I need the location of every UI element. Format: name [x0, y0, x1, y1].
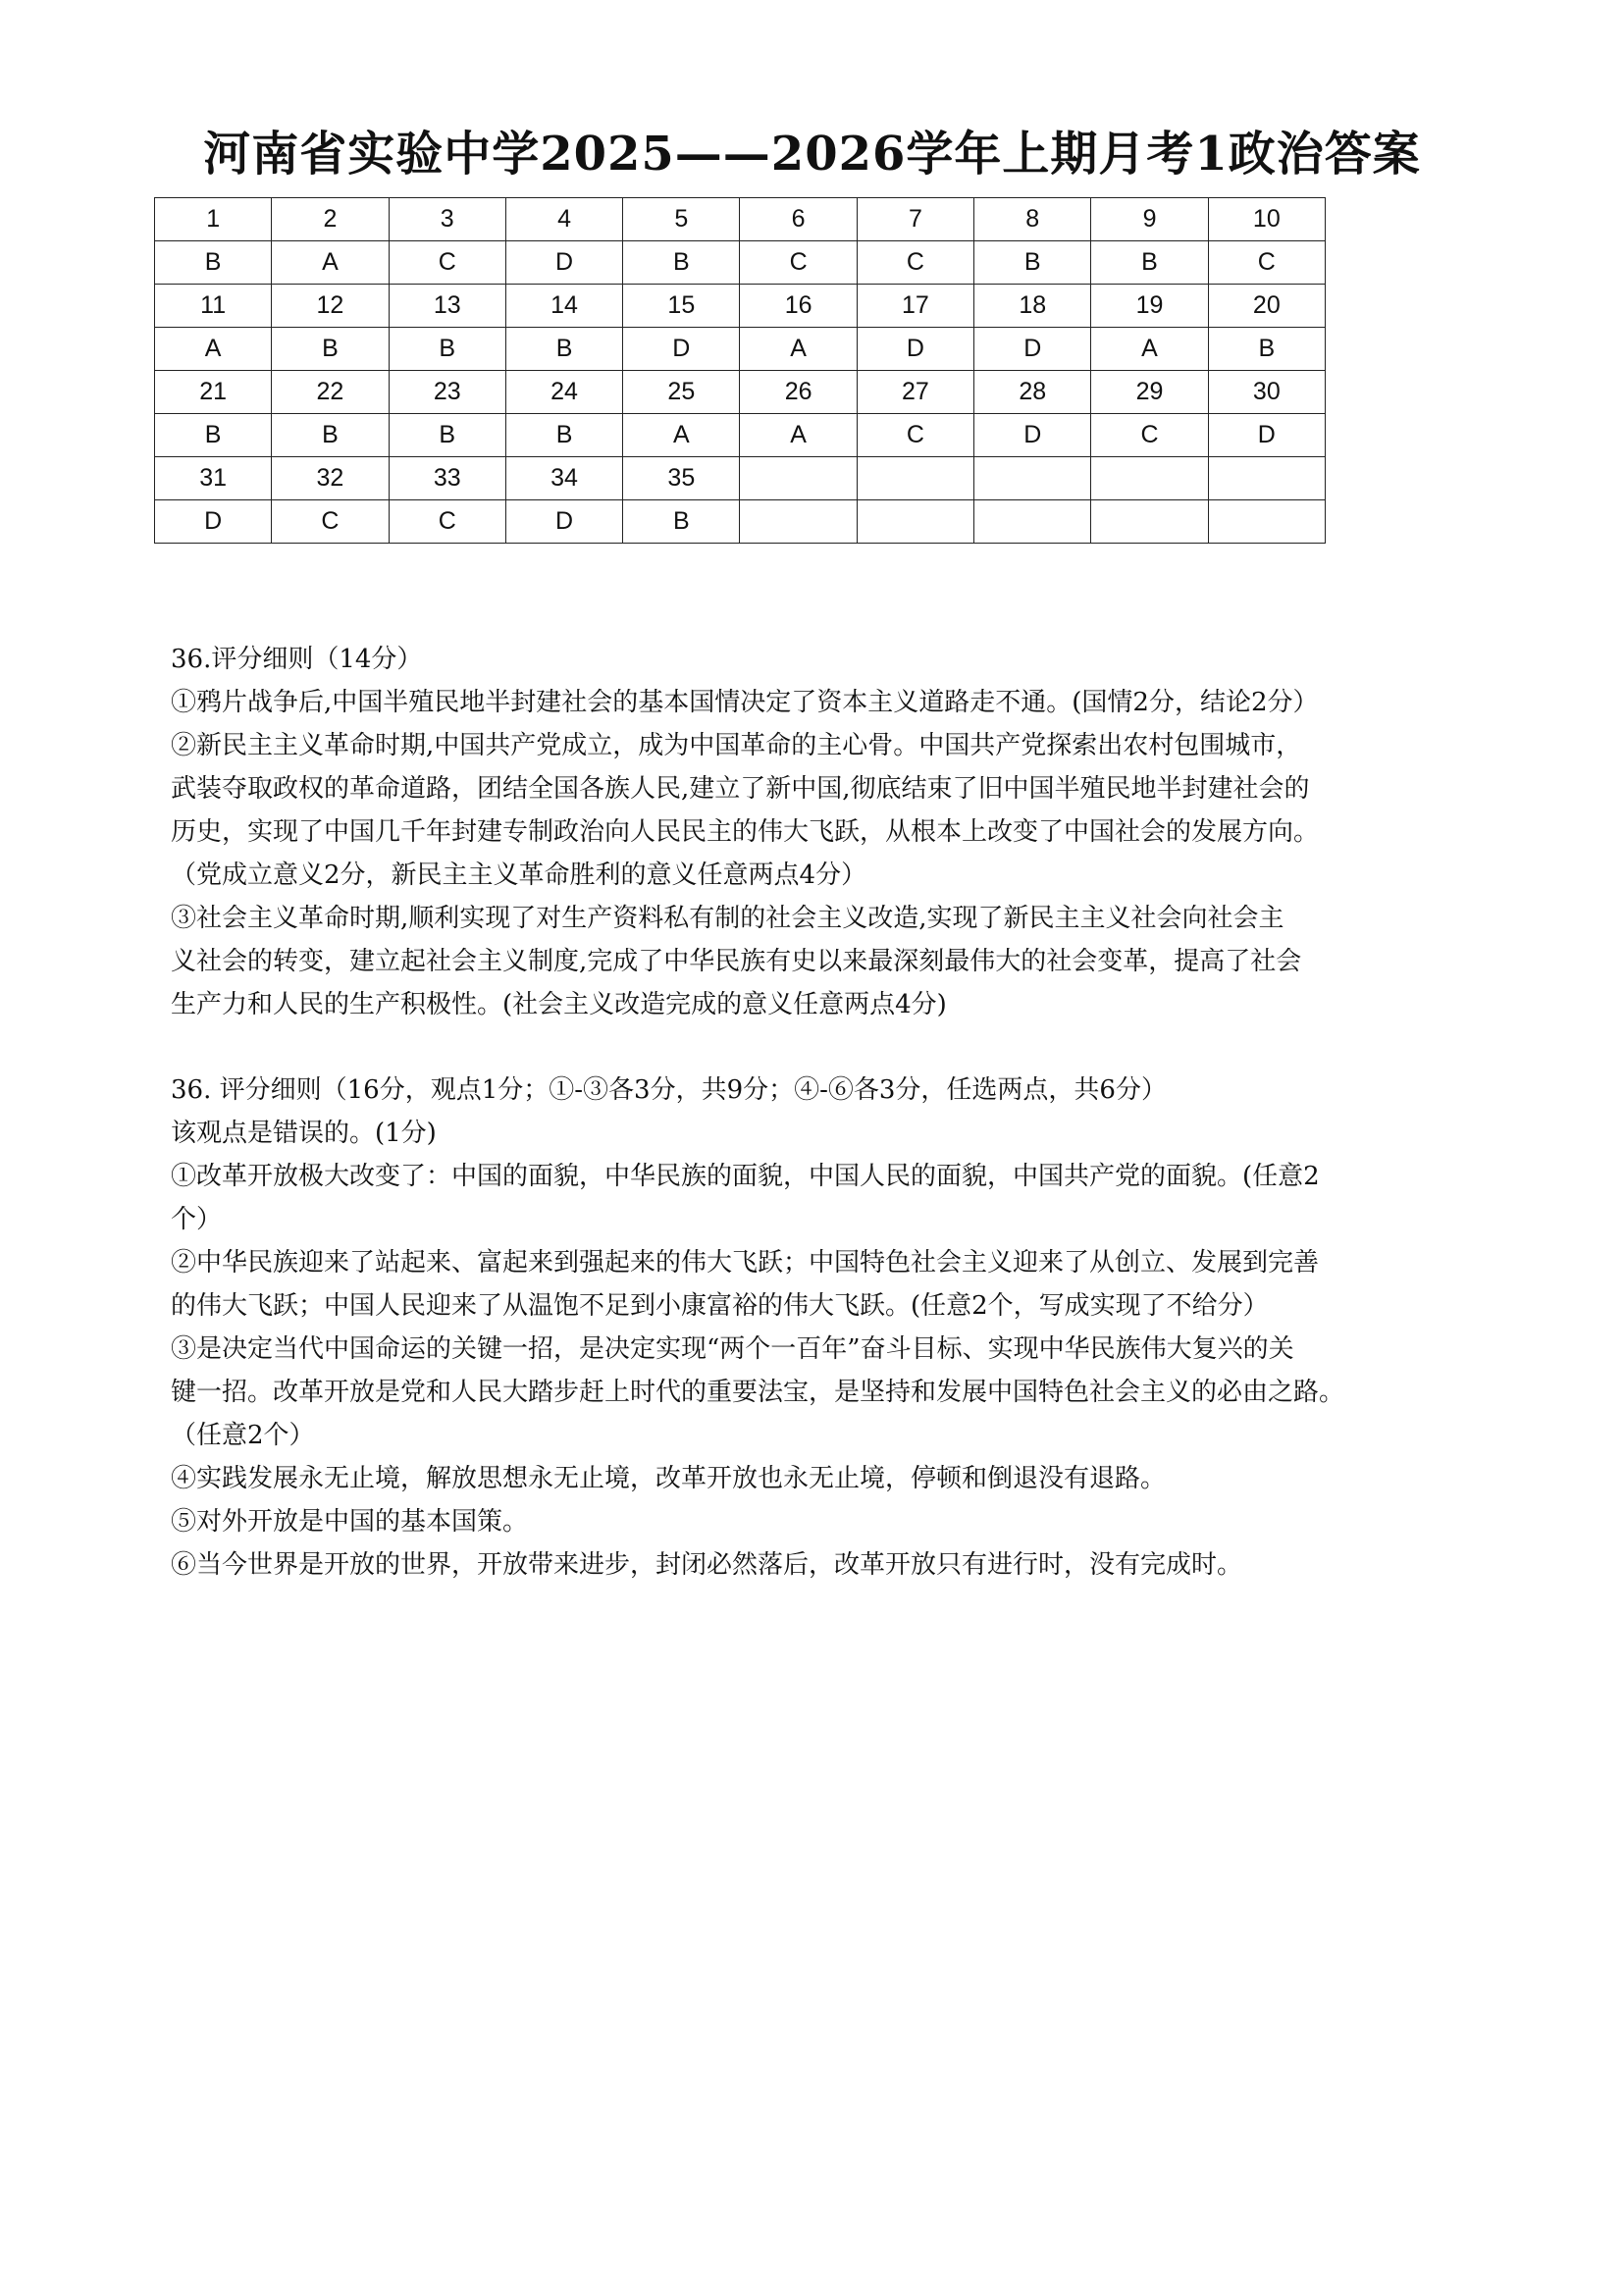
- answer-row: [155, 414, 1326, 457]
- answer-cell: C: [1091, 414, 1208, 457]
- question-number-cell: 7: [857, 198, 973, 241]
- answer-cell: B: [389, 328, 505, 371]
- question-number-cell: 20: [1208, 285, 1325, 328]
- answer-cell: [1208, 500, 1325, 544]
- answer-cell: B: [623, 241, 740, 285]
- answer-cell: C: [857, 241, 973, 285]
- question-number-cell: 14: [505, 285, 622, 328]
- question-number-cell: 34: [505, 457, 622, 500]
- answer-cell: B: [505, 328, 622, 371]
- question-number-cell: 28: [974, 371, 1091, 414]
- text-line: 生产力和人民的生产积极性。(社会主义改造完成的意义任意两点4分): [171, 990, 947, 1019]
- answer-cell: B: [155, 414, 272, 457]
- text-line: ③社会主义革命时期,顺利实现了对生产资料私有制的社会主义改造,实现了新民主主义社会向社会主: [171, 904, 1284, 933]
- answer-row: [155, 328, 1326, 371]
- text-line: 义社会的转变，建立起社会主义制度,完成了中华民族有史以来最深刻最伟大的社会变革，提高了社会: [171, 947, 1302, 976]
- answer-cell: B: [389, 414, 505, 457]
- answer-cell: C: [272, 500, 389, 544]
- text-line: ④实践发展永无止境，解放思想永无止境，改革开放也永无止境，停顿和倒退没有退路。: [171, 1464, 1167, 1493]
- question-number-cell: [857, 457, 973, 500]
- question-number-cell: 17: [857, 285, 973, 328]
- question-number-cell: 33: [389, 457, 505, 500]
- text-line: 历史，实现了中国几千年封建专制政治向人民民主的伟大飞跃，从根本上改变了中国社会的发展方向。: [171, 817, 1320, 847]
- scoring-section-2: [171, 1069, 1486, 1587]
- answer-row: [155, 500, 1326, 544]
- question-number-cell: 10: [1208, 198, 1325, 241]
- answer-cell: C: [389, 241, 505, 285]
- question-number-row: [155, 285, 1326, 328]
- question-number-cell: 2: [272, 198, 389, 241]
- text-line: 36.评分细则（14分）: [171, 645, 423, 674]
- text-line: ①改革开放极大改变了：中国的面貌，中华民族的面貌，中国人民的面貌，中国共产党的面貌。(任意2: [171, 1162, 1320, 1191]
- text-line: ⑤对外开放是中国的基本国策。: [171, 1507, 529, 1537]
- question-number-cell: 11: [155, 285, 272, 328]
- question-number-cell: 19: [1091, 285, 1208, 328]
- question-number-cell: 32: [272, 457, 389, 500]
- question-number-cell: 25: [623, 371, 740, 414]
- answer-cell: D: [623, 328, 740, 371]
- question-number-cell: 31: [155, 457, 272, 500]
- question-number-cell: 21: [155, 371, 272, 414]
- answer-cell: B: [1091, 241, 1208, 285]
- answer-cell: B: [623, 500, 740, 544]
- answer-cell: A: [623, 414, 740, 457]
- question-number-cell: 4: [505, 198, 622, 241]
- answer-cell: [857, 500, 973, 544]
- question-number-cell: [740, 457, 857, 500]
- question-number-row: [155, 198, 1326, 241]
- question-number-cell: 35: [623, 457, 740, 500]
- question-number-cell: [1208, 457, 1325, 500]
- text-line: 该观点是错误的。(1分): [171, 1119, 437, 1148]
- answer-cell: B: [505, 414, 622, 457]
- question-number-cell: 26: [740, 371, 857, 414]
- question-number-cell: 18: [974, 285, 1091, 328]
- answer-cell: B: [272, 328, 389, 371]
- answer-cell: B: [974, 241, 1091, 285]
- answer-cell: D: [974, 414, 1091, 457]
- text-line: ②中华民族迎来了站起来、富起来到强起来的伟大飞跃；中国特色社会主义迎来了从创立、发展到完善: [171, 1248, 1320, 1278]
- text-line: 的伟大飞跃；中国人民迎来了从温饱不足到小康富裕的伟大飞跃。(任意2个，写成实现了不给分）: [171, 1291, 1269, 1321]
- question-number-cell: [974, 457, 1091, 500]
- question-number-cell: 1: [155, 198, 272, 241]
- question-number-cell: 24: [505, 371, 622, 414]
- text-line: 36. 评分细则（16分，观点1分；①-③各3分，共9分；④-⑥各3分，任选两点，共6分）: [171, 1075, 1167, 1105]
- answer-cell: D: [974, 328, 1091, 371]
- question-number-cell: 3: [389, 198, 505, 241]
- text-line: ②新民主主义革命时期,中国共产党成立，成为中国革命的主心骨。中国共产党探索出农村包围城市，: [171, 731, 1302, 760]
- answer-cell: A: [740, 328, 857, 371]
- question-number-cell: 16: [740, 285, 857, 328]
- question-number-cell: 30: [1208, 371, 1325, 414]
- answer-cell: D: [155, 500, 272, 544]
- answer-cell: A: [155, 328, 272, 371]
- question-number-cell: 9: [1091, 198, 1208, 241]
- question-number-cell: 29: [1091, 371, 1208, 414]
- question-number-cell: 22: [272, 371, 389, 414]
- question-number-row: [155, 457, 1326, 500]
- question-number-cell: [1091, 457, 1208, 500]
- answer-cell: B: [1208, 328, 1325, 371]
- answer-cell: C: [857, 414, 973, 457]
- question-number-cell: 23: [389, 371, 505, 414]
- answer-cell: [1091, 500, 1208, 544]
- question-number-cell: 6: [740, 198, 857, 241]
- text-line: ⑥当今世界是开放的世界，开放带来进步，封闭必然落后，改革开放只有进行时，没有完成时。: [171, 1550, 1243, 1580]
- answer-cell: B: [272, 414, 389, 457]
- text-line: 武装夺取政权的革命道路，团结全国各族人民,建立了新中国,彻底结束了旧中国半殖民地半封建社会的: [171, 774, 1310, 804]
- answer-cell: C: [1208, 241, 1325, 285]
- text-line: （任意2个）: [171, 1421, 315, 1450]
- answer-cell: D: [505, 500, 622, 544]
- question-number-cell: 8: [974, 198, 1091, 241]
- text-line: ①鸦片战争后,中国半殖民地半封建社会的基本国情决定了资本主义道路走不通。(国情2分，结论2分）: [171, 688, 1319, 717]
- text-line: ③是决定当代中国命运的关键一招，是决定实现“两个一百年”奋斗目标、实现中华民族伟大复兴的关: [171, 1334, 1294, 1364]
- question-number-cell: 27: [857, 371, 973, 414]
- answer-cell: D: [1208, 414, 1325, 457]
- question-number-cell: 15: [623, 285, 740, 328]
- question-number-cell: 5: [623, 198, 740, 241]
- text-line: 个）: [171, 1205, 223, 1234]
- text-line: （党成立意义2分，新民主主义革命胜利的意义任意两点4分）: [171, 861, 867, 890]
- answer-cell: B: [155, 241, 272, 285]
- answer-row: [155, 241, 1326, 285]
- question-number-row: [155, 371, 1326, 414]
- answer-cell: C: [740, 241, 857, 285]
- scoring-section-1: [171, 638, 1486, 1026]
- answer-table: [154, 197, 1326, 544]
- question-number-cell: 12: [272, 285, 389, 328]
- answer-cell: D: [857, 328, 973, 371]
- text-line: 键一招。改革开放是党和人民大踏步赶上时代的重要法宝，是坚持和发展中国特色社会主义的必由之路。: [171, 1378, 1345, 1407]
- answer-cell: A: [272, 241, 389, 285]
- answer-cell: A: [740, 414, 857, 457]
- answer-cell: A: [1091, 328, 1208, 371]
- question-number-cell: 13: [389, 285, 505, 328]
- answer-cell: D: [505, 241, 622, 285]
- answer-cell: C: [389, 500, 505, 544]
- answer-cell: [740, 500, 857, 544]
- answer-cell: [974, 500, 1091, 544]
- page-title: 河南省实验中学2025——2026学年上期月考1政治答案: [203, 127, 1421, 182]
